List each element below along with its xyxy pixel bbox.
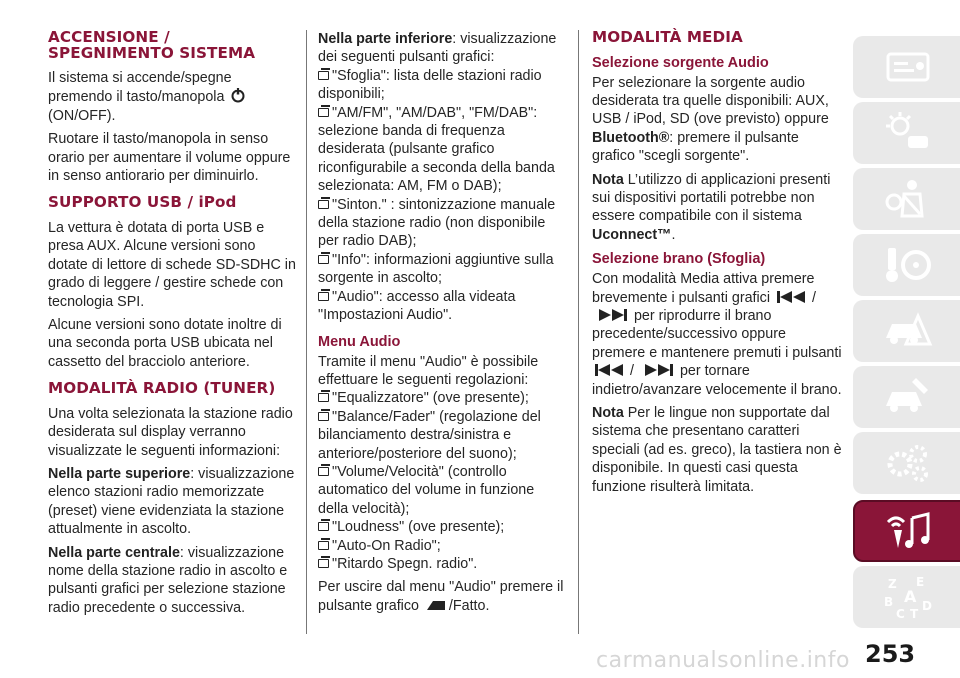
track-text-a: Con modalità Media attiva premere brevemente i pulsanti grafici [592, 271, 815, 306]
column-left [48, 30, 298, 622]
next-track-icon [594, 308, 628, 322]
power-text-a: Il sistema si accende/spegne premendo il tasto/manopola [48, 70, 232, 106]
heading-media: MODALITÀ MEDIA [592, 28, 743, 46]
center-part-paragraph [48, 544, 298, 618]
center-part-text: : visualizzazione nome della stazione radio in ascolto e pulsanti grafici per selezione stazione radio precedente o successiva. [48, 544, 288, 616]
car-dashboard-icon [882, 44, 934, 90]
list-item: "Audio": accesso alla videata "Impostazioni Audio". [318, 288, 516, 324]
bullet-icon [318, 412, 329, 421]
source-text-b: : premere il pulsante grafico "scegli sorgente". [592, 129, 799, 165]
key-steering-icon [882, 242, 934, 288]
note-2-text: Per le lingue non supportate dal sistema che presentano caratteri speciali (ad es. greco), la tastiera non è disponibile. In questi casi questa funzione risulterà limitata. [592, 405, 842, 495]
lower-part-text: : visualizzazione dei seguenti pulsanti grafici: [318, 31, 557, 66]
svg-text:T: T [910, 607, 919, 620]
seatbelt-airbag-icon [882, 176, 934, 222]
exit-text-a: Per uscire dal menu "Audio" premere il pulsante grafico [318, 579, 564, 614]
power-icon [230, 87, 246, 103]
radio-paragraph-1: Una volta selezionata la stazione radio desiderata sul display verranno visualizzate le seguenti informazioni: [48, 405, 293, 459]
note-1-text: L’utilizzo di applicazioni presenti sui dispositivi portatili potrebbe non essere compatibile con il sistema [592, 171, 831, 225]
tab-seatbelt-airbag[interactable] [853, 168, 960, 230]
heading-track: Selezione brano (Sfoglia) [592, 251, 766, 268]
menu-audio-intro: Tramite il menu "Audio" è possibile effettuare le seguenti regolazioni: [318, 353, 539, 388]
heading-source: Selezione sorgente Audio [592, 54, 769, 71]
warning-lights-icon [882, 110, 934, 156]
rewind-icon [594, 363, 628, 377]
track-paragraph: Con modalità Media attiva premere brevemente i pulsanti grafici / per riprodurre il brano precedente/successivo oppure premere e mantenere premuti i pulsanti / per tornare indietro/avanzare velocemente il brano. [592, 271, 842, 398]
list-item: "Info": informazioni aggiuntive sulla sorgente in ascolto; [318, 251, 554, 287]
bullet-icon [318, 559, 329, 568]
audio-settings-list [318, 389, 568, 573]
heading-radio: MODALITÀ RADIO (TUNER) [48, 379, 276, 398]
svg-text:D: D [922, 599, 932, 613]
list-item: "Volume/Velocità" (controllo automatico del volume in funzione della velocità); [318, 463, 535, 517]
heading-menu-audio: Menu Audio [318, 333, 401, 350]
exit-paragraph [318, 578, 568, 615]
index-letters-icon [882, 574, 934, 620]
note-1-label: Nota [592, 171, 624, 188]
upper-part-paragraph [48, 465, 298, 539]
column-divider [306, 30, 307, 634]
column-right [592, 30, 842, 501]
previous-track-icon [776, 290, 810, 304]
column-divider [578, 30, 579, 634]
bullet-icon [318, 71, 329, 80]
power-text-b: (ON/OFF). [48, 107, 116, 124]
lower-part-label: Nella parte inferiore [318, 31, 453, 47]
usb-paragraph-1: La vettura è dotata di porta USB e presa AUX. Alcune versioni sono dotate di lettore di schede SD-SDHC in grado di leggere / gestire schede con tecnologia SPI. [48, 219, 296, 310]
list-item: "AM/FM", "AM/DAB", "FM/DAB": selezione banda di frequenza desiderata (pulsante grafico riconfigurabile a seconda della banda selezionata: AM, FM o DAB); [318, 104, 555, 195]
bullet-icon [318, 255, 329, 264]
note-2-label: Nota [592, 405, 624, 421]
radio-buttons-list [318, 67, 568, 325]
track-text-c: per tornare indietro/avanzare velocemente il brano. [592, 363, 842, 398]
list-item: "Sfoglia": lista delle stazioni radio disponibili; [318, 67, 542, 103]
bullet-icon [318, 467, 329, 476]
center-part-label: Nella parte centrale [48, 544, 180, 561]
bullet-icon [318, 108, 329, 117]
page-number: 253 [865, 640, 916, 668]
lower-part-paragraph [318, 30, 568, 67]
tab-key-steering[interactable] [853, 234, 960, 296]
list-item: "Ritardo Spegn. radio". [318, 555, 568, 573]
list-item: "Auto-On Radio"; [318, 537, 568, 555]
car-warning-icon [882, 308, 934, 354]
usb-paragraph-2: Alcune versioni sono dotate inoltre di una seconda porta USB ubicata nel cassetto del bracciolo anteriore. [48, 316, 282, 370]
power-paragraph-1 [48, 69, 298, 125]
svg-text:A: A [904, 587, 917, 606]
bullet-icon [318, 522, 329, 531]
tab-warning-lights[interactable] [853, 102, 960, 164]
column-middle [318, 30, 568, 620]
svg-text:Z: Z [888, 577, 897, 591]
tab-index[interactable] [853, 566, 960, 628]
heading-usb: SUPPORTO USB / iPod [48, 193, 237, 212]
bullet-icon [318, 393, 329, 402]
tab-car-dashboard[interactable] [853, 36, 960, 98]
wrench-car-icon [882, 374, 934, 420]
list-item: "Equalizzatore" (ove presente); [318, 389, 568, 407]
bullet-icon [318, 541, 329, 550]
fast-forward-icon [640, 363, 674, 377]
uconnect-label: Uconnect™ [592, 226, 672, 243]
list-item: "Sinton." : sintonizzazione manuale della stazione radio (non disponibile per radio DAB); [318, 196, 556, 250]
tab-wrench-car[interactable] [853, 366, 960, 428]
svg-text:C: C [896, 607, 905, 620]
media-note-icon [882, 508, 934, 554]
bullet-icon [318, 292, 329, 301]
track-text-b: per riprodurre il brano precedente/successivo oppure premere e mantenere premuti i pulsanti [592, 307, 842, 361]
upper-part-text: : visualizzazione elenco stazioni radio memorizzate (preset) viene evidenziata la stazione attualmente in ascolto. [48, 465, 295, 538]
list-item: "Balance/Fader" (regolazione del bilanciamento destra/sinistra e anteriore/posteriore del suono); [318, 408, 541, 462]
tab-car-warning[interactable] [853, 300, 960, 362]
list-item: "Loudness" (ove presente); [318, 518, 568, 536]
source-paragraph [592, 74, 842, 166]
power-paragraph-2: Ruotare il tasto/manopola in senso orario per aumentare il volume oppure in senso antiorario per diminuirlo. [48, 131, 291, 185]
svg-text:E: E [916, 575, 925, 589]
tab-media[interactable] [853, 500, 960, 562]
gears-icon [882, 440, 934, 486]
watermark: carmanualsonline.info [596, 648, 850, 673]
note-1-paragraph: Nota L’utilizzo di applicazioni presenti sui dispositivi portatili potrebbe non essere compatibile con il sistema Uconnect™. [592, 171, 831, 243]
note-2-paragraph [592, 404, 842, 496]
tab-gears[interactable] [853, 432, 960, 494]
svg-text:B: B [884, 595, 894, 609]
heading-power: ACCENSIONE / SPEGNIMENTO SISTEMA [48, 28, 256, 62]
bullet-icon [318, 200, 329, 209]
back-arrow-icon [425, 598, 447, 612]
exit-text-b: /Fatto. [448, 597, 490, 614]
upper-part-label: Nella parte superiore [48, 465, 191, 482]
source-text-a: Per selezionare la sorgente audio desiderata tra quelle disponibili: AUX, USB / iPod, SD (ove previsto) oppure [592, 74, 829, 128]
bluetooth-label: Bluetooth® [592, 129, 670, 146]
